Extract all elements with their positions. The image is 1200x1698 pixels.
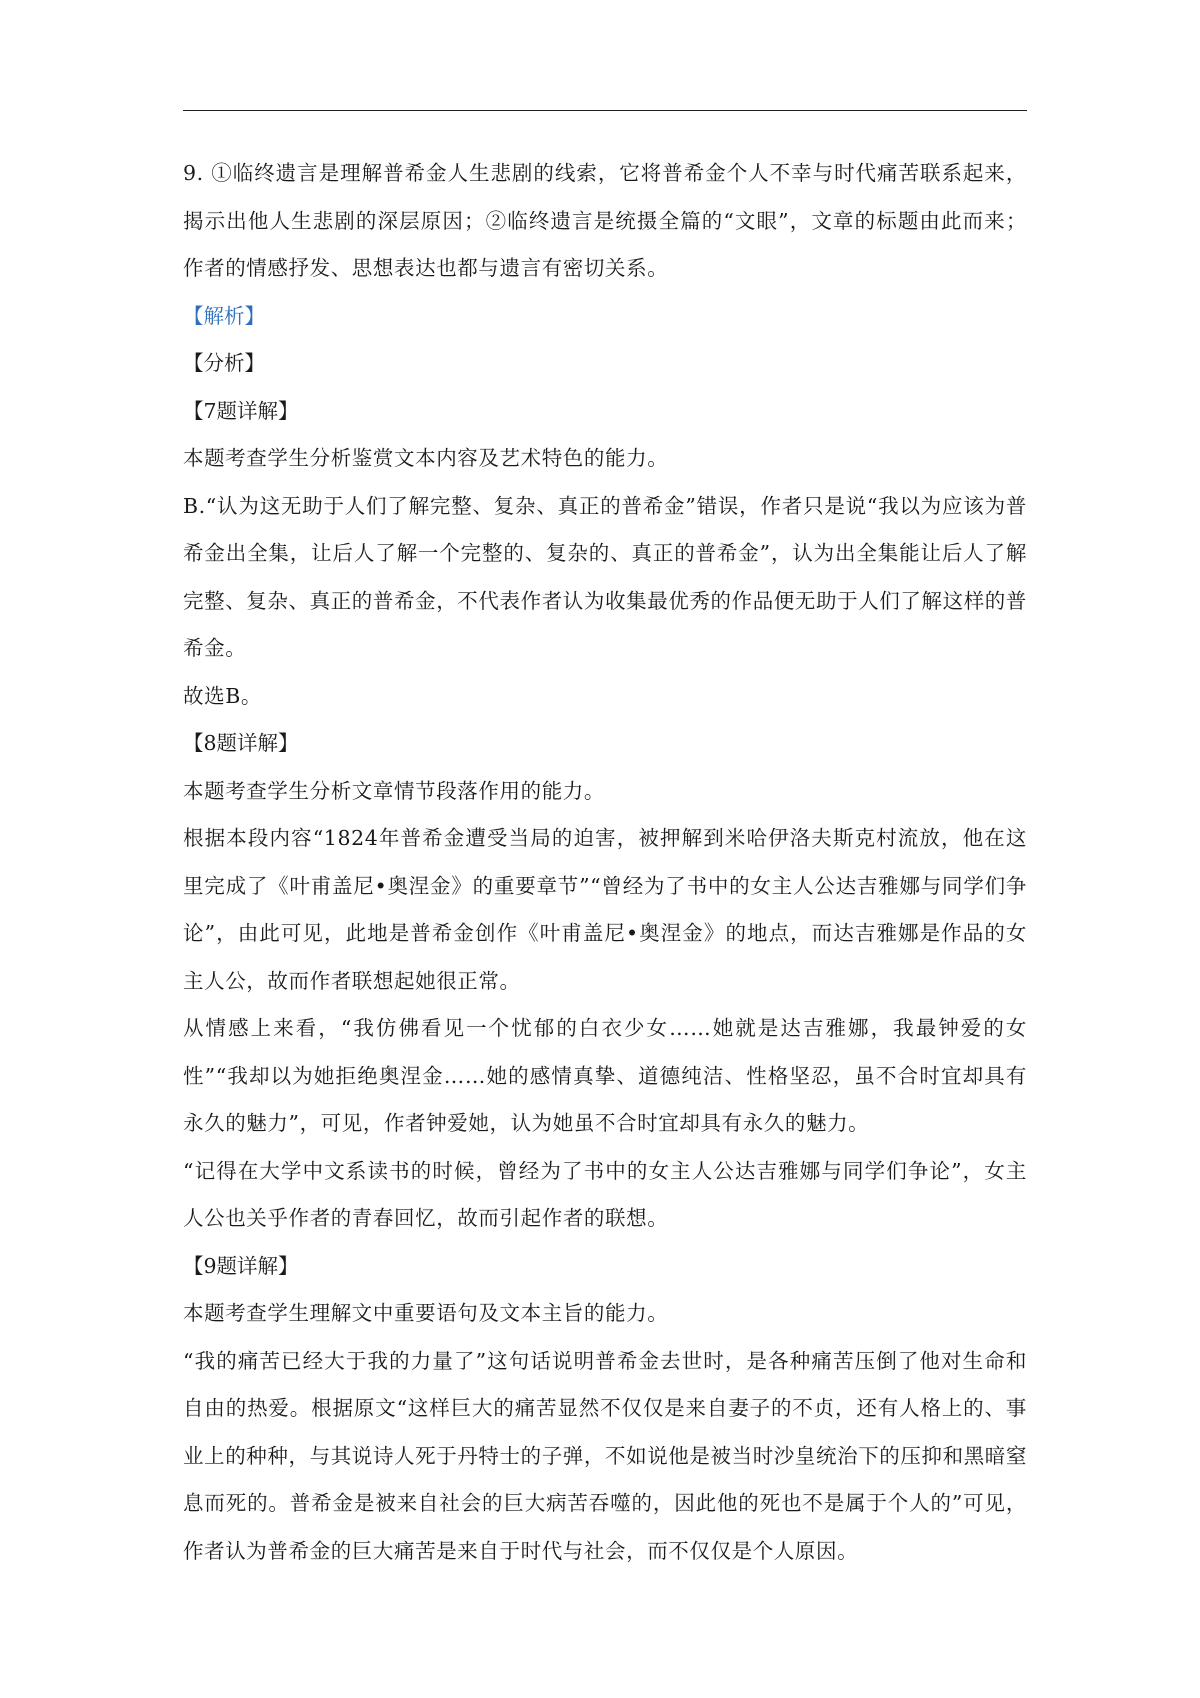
q9-paragraph: 本题考查学生理解文中重要语句及文本主旨的能力。 <box>183 1301 669 1325</box>
analysis-link[interactable]: 【解析】 <box>183 303 265 328</box>
q7-heading: 【7题详解】 <box>183 398 299 423</box>
q7-paragraph: 故选B。 <box>183 683 262 708</box>
q8-paragraph: “记得在大学中文系读书的时候，曾经为了书中的女主人公达吉雅娜与同学们争论”，女主人公也关乎作者的青春回忆，故而引起作者的联想。 <box>183 1158 1027 1230</box>
q7-paragraph: 本题考查学生分析鉴赏文本内容及艺术特色的能力。 <box>183 446 669 470</box>
q8-heading: 【8题详解】 <box>183 731 299 755</box>
document-body <box>183 150 1027 1575</box>
q8-paragraph: 本题考查学生分析文章情节段落作用的能力。 <box>183 778 605 803</box>
q9-paragraph: “我的痛苦已经大于我的力量了”这句话说明普希金去世时，是各种痛苦压倒了他对生命和自由的热爱。根据原文“这样巨大的痛苦显然不仅仅是来自妻子的不贞，还有人格上的、事业上的种种，与其说诗人死于丹特士的子弹，不如说他是被当时沙皇统治下的压抑和黑暗窒息而死的。普希金是被来自社会的巨大病苦吞噬的，因此他的死也不是属于个人的”可见，作者认为普希金的巨大痛苦是来自于时代与社会，而不仅仅是个人原因。 <box>183 1348 1027 1563</box>
q7-paragraph: B.“认为这无助于人们了解完整、复杂、真正的普希金”错误，作者只是说“我以为应该为普希金出全集，让后人了解一个完整的、复杂的、真正的普希金”，认为出全集能让后人了解完整、复杂、真正的普希金，不代表作者认为收集最优秀的作品便无助于人们了解这样的普希金。 <box>183 493 1027 660</box>
q9-heading: 【9题详解】 <box>183 1253 299 1278</box>
q8-paragraph: 根据本段内容“1824年普希金遭受当局的迫害，被押解到米哈伊洛夫斯克村流放，他在这里完成了《叶甫盖尼•奥涅金》的重要章节”“曾经为了书中的女主人公达吉雅娜与同学们争论”，由此可见，此地是普希金创作《叶甫盖尼•奥涅金》的地点，而达吉雅娜是作品的女主人公，故而作者联想起她很正常。 <box>183 826 1027 993</box>
header-rule <box>183 110 1027 111</box>
q8-paragraph: 从情感上来看，“我仿佛看见一个忧郁的白衣少女……她就是达吉雅娜，我最钟爱的女性”“我却以为她拒绝奥涅金……她的感情真挚、道德纯洁、性格坚忍，虽不合时宜却具有永久的魅力”，可见，作者钟爱她，认为她虽不合时宜却具有永久的魅力。 <box>183 1016 1027 1135</box>
fenxi-heading: 【分析】 <box>183 351 265 375</box>
answer-9: 9. ①临终遗言是理解普希金人生悲剧的线索，它将普希金个人不幸与时代痛苦联系起来，揭示出他人生悲剧的深层原因；②临终遗言是统摄全篇的“文眼”，文章的标题由此而来；作者的情感抒发、思想表达也都与遗言有密切关系。 <box>183 161 1027 280</box>
